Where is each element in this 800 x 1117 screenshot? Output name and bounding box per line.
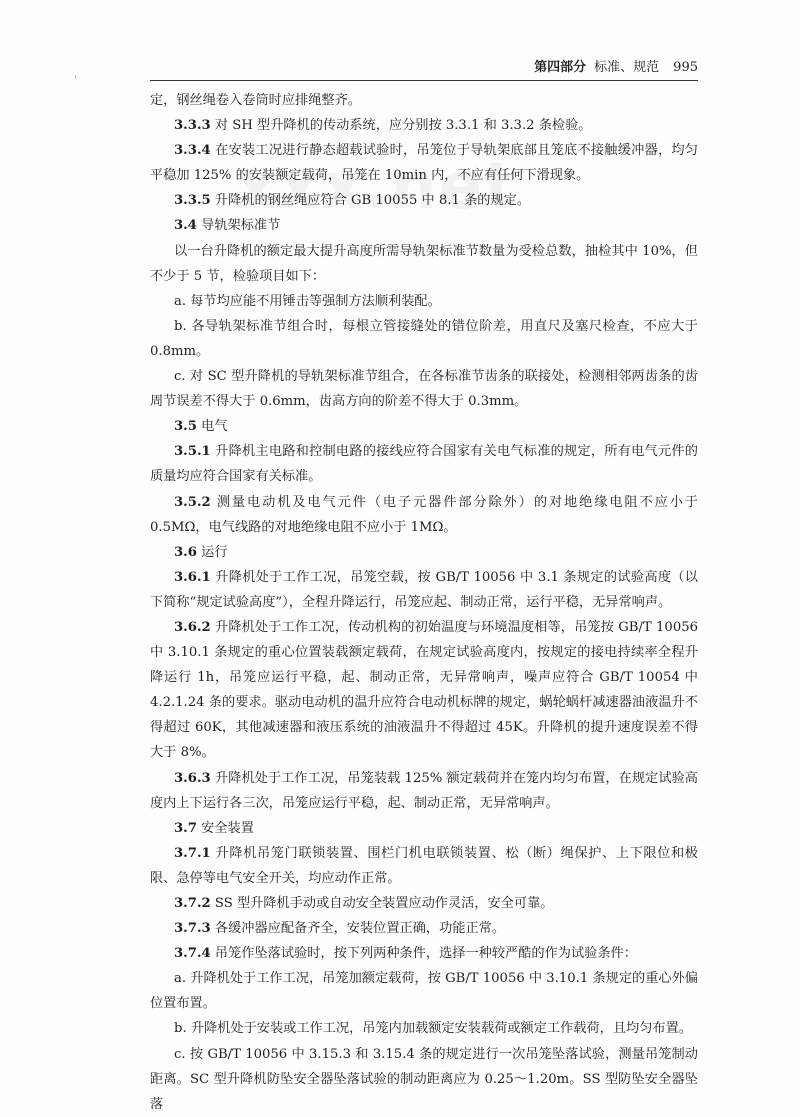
paragraph-p02 <box>150 113 698 138</box>
paragraph-text: 各缓冲器应配备齐全，安装位置正确，功能正常。 <box>214 921 506 937</box>
paragraph-p11 <box>150 439 698 489</box>
paragraph-text: 在安装工况进行静态超载试验时，吊笼位于导轨架底部且笼底不接触缓冲器，均匀平稳加 125% 的安装额定载荷，吊笼在 10min 内，不应有任何下滑现象。 <box>150 143 698 184</box>
clause-number: 3.7 <box>174 820 197 836</box>
paragraph-text: 定，钢丝绳卷入卷筒时应排绳整齐。 <box>150 93 361 108</box>
paragraph-p15 <box>150 615 698 766</box>
paragraph-text: 升降机主电路和控制电路的接线应符合国家有关电气标准的规定，所有电气元件的质量均应符合国家有关标准。 <box>150 444 698 485</box>
paragraph-p17 <box>150 816 698 841</box>
clause-number: 3.6.1 <box>174 569 211 585</box>
paragraph-p19 <box>150 891 698 916</box>
paragraph-text: 升降机吊笼门联锁装置、围栏门机电联锁装置、松（断）绳保护、上下限位和极限、急停等电气安全开关，均应动作正常。 <box>150 845 698 886</box>
paragraph-text: b. 升降机处于安装或工作工况，吊笼内加载额定安装载荷或额定工作载荷，且均匀布置。 <box>174 1021 692 1037</box>
paragraph-p21 <box>150 941 698 966</box>
header-section: 标准、规范 <box>594 60 660 75</box>
paragraph-text: 升降机处于工作工况，吊笼装载 125% 额定载荷并在笼内均匀布置，在规定试验高度内上下运行各三次，吊笼应运行平稳，起、制动正常，无异常响声。 <box>150 770 698 811</box>
clause-number: 3.7.3 <box>174 921 211 937</box>
clause-number: 3.5 <box>174 419 197 435</box>
paragraph-p04 <box>150 188 698 213</box>
paragraph-p03 <box>150 138 698 188</box>
paragraph-text: 对 SH 型升降机的传动系统，应分别按 3.3.1 和 3.3.2 条检验。 <box>214 118 592 134</box>
paragraph-p08 <box>150 314 698 364</box>
body-text <box>150 88 698 1117</box>
paragraph-text: c. 对 SC 型升降机的导轨架标准节组合，在各标准节齿条的联接处，检测相邻两齿条的齿周节误差不得大于 0.6mm，齿高方向的阶差不得大于 0.3mm。 <box>150 369 698 410</box>
paragraph-text: 以一台升降机的额定最大提升高度所需导轨架标准节数量为受检总数，抽检其中 10%，但不少于 5 节，检验项目如下： <box>150 243 698 284</box>
paragraph-p10 <box>150 414 698 439</box>
paragraph-text: 导轨架标准节 <box>201 218 281 234</box>
page-number: 995 <box>673 60 698 75</box>
clause-number: 3.7.1 <box>174 845 211 861</box>
clause-number: 3.6 <box>174 544 197 560</box>
paragraph-text: 测量电动机及电气元件（电子元器件部分除外）的对地绝缘电阻不应小于 0.5MΩ，电气线路的对地绝缘电阻不应小于 1MΩ。 <box>150 494 698 535</box>
paragraph-text: 升降机处于工作工况，传动机构的初始温度与环境温度相等，吊笼按 GB/T 10056 中 3.10.1 条规定的重心位置装载额定载荷，在规定试验高度内，按规定的接电持续率全程升降运行 1h，吊笼应运行平稳，起、制动正常，无异常响声，噪声应符合 GB/T 10054 中 4.2.1.24 条的要求。驱动电动机的温升应符合电动机标牌的规定，蜗轮蜗杆减速器油液温升不得超过 60K，其他减速器和液压系统的油液温升不得超过 45K。升降机的提升速度误差不得大于 8%。 <box>150 619 698 761</box>
paragraph-p06 <box>150 239 698 289</box>
paragraph-p20 <box>150 916 698 941</box>
paragraph-text: c. 按 GB/T 10056 中 3.15.3 和 3.15.4 条的规定进行一次吊笼坠落试验，测量吊笼制动距离。SC 型升降机防坠安全器坠落试验的制动距离应为 0.25～1.20m。SS 型防坠安全器坠落 <box>150 1046 698 1112</box>
running-header <box>150 58 698 81</box>
paragraph-text: 运行 <box>201 544 228 560</box>
paragraph-p24 <box>150 1042 698 1117</box>
paragraph-text: 电气 <box>201 419 228 435</box>
paragraph-p09 <box>150 364 698 414</box>
paragraph-text: SS 型升降机手动或自动安全装置应动作灵活，安全可靠。 <box>214 896 554 911</box>
clause-number: 3.3.4 <box>174 143 211 159</box>
paragraph-text: a. 每节均应能不用锤击等强制方法顺利装配。 <box>174 293 441 309</box>
clause-number: 3.7.4 <box>174 946 211 962</box>
paragraph-p13 <box>150 540 698 565</box>
clause-number: 3.6.3 <box>174 770 211 786</box>
paragraph-text: 安全装置 <box>201 820 254 836</box>
paragraph-p14 <box>150 565 698 615</box>
clause-number: 3.3.5 <box>174 193 211 209</box>
clause-number: 3.5.1 <box>174 444 211 460</box>
clause-number: 3.6.2 <box>174 619 211 635</box>
paragraph-p22 <box>150 966 698 1016</box>
paragraph-p05 <box>150 213 698 238</box>
paragraph-p07 <box>150 289 698 314</box>
clause-number: 3.3.3 <box>174 118 211 134</box>
paragraph-text: 吊笼作坠落试验时，按下列两种条件，选择一种较严酷的作为试验条件： <box>214 946 637 962</box>
paragraph-text: b. 各导轨架标准节组合时，每根立管接缝处的错位阶差，用直尺及塞尺检查，不应大于 0.8mm。 <box>150 318 698 359</box>
paragraph-text: 升降机处于工作工况，吊笼空载，按 GB/T 10056 中 3.1 条规定的试验高度（以下简称“规定试验高度”），全程升降运行，吊笼应起、制动正常，运行平稳，无异常响声。 <box>150 569 698 610</box>
paragraph-p01 <box>150 88 698 113</box>
paragraph-p12 <box>150 490 698 540</box>
paragraph-text: 升降机的钢丝绳应符合 GB 10055 中 8.1 条的规定。 <box>214 193 531 209</box>
paragraph-p23 <box>150 1016 698 1041</box>
clause-number: 3.5.2 <box>174 494 211 510</box>
header-part: 第四部分 <box>534 60 587 75</box>
margin-mark: ' <box>74 75 77 86</box>
clause-number: 3.4 <box>174 218 197 234</box>
paragraph-p18 <box>150 841 698 891</box>
clause-number: 3.7.2 <box>174 896 211 911</box>
paragraph-p16 <box>150 766 698 816</box>
paragraph-text: a. 升降机处于工作工况，吊笼加额定载荷，按 GB/T 10056 中 3.10.1 条规定的重心外偏位置布置。 <box>150 971 698 1012</box>
